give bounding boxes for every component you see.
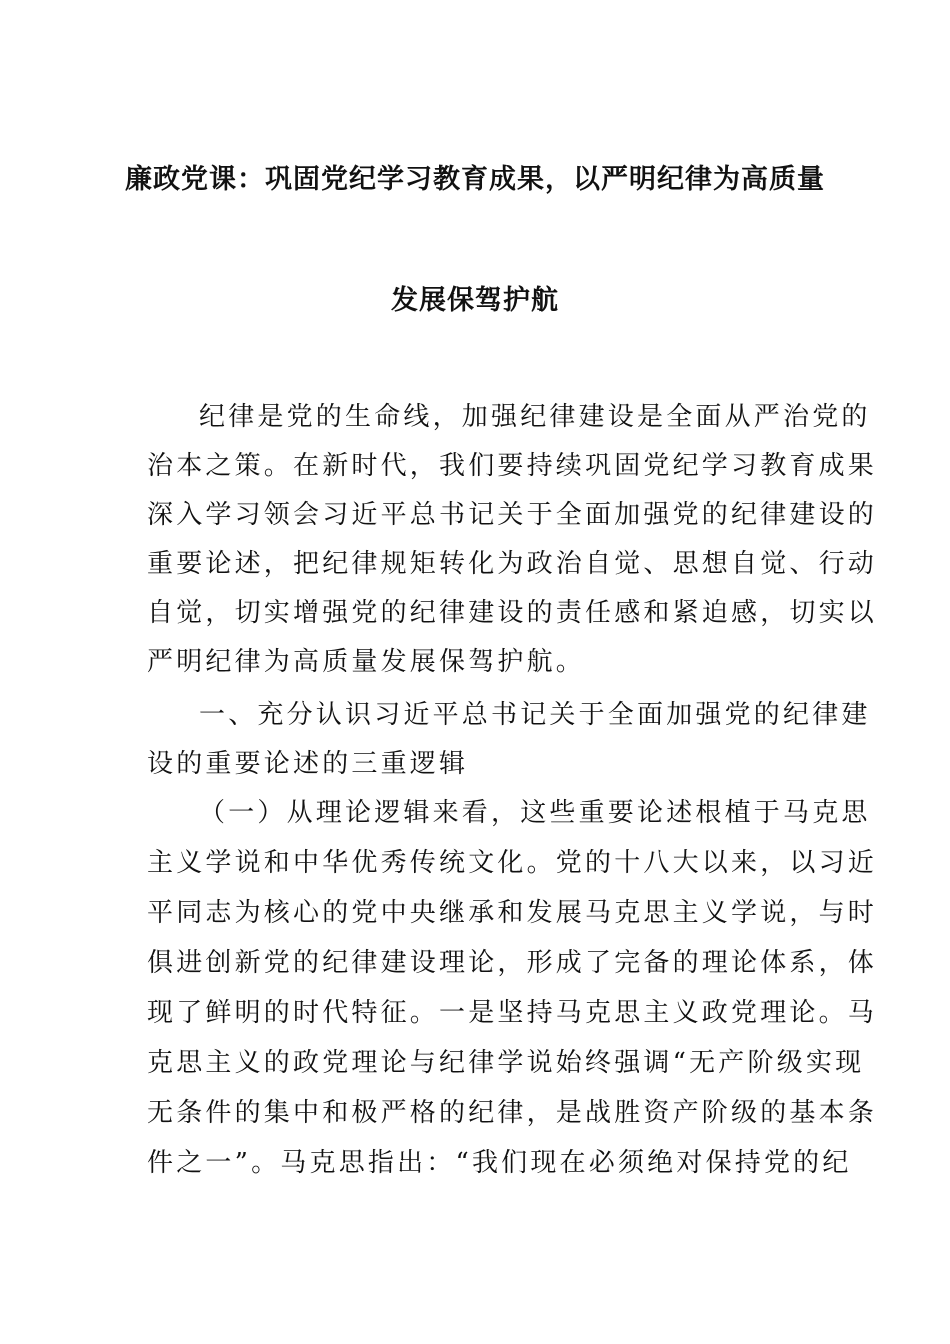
body-text-line: 深入学习领会习近平总书记关于全面加强党的纪律建设的 bbox=[147, 500, 878, 530]
body-text-line: 治本之策。在新时代，我们要持续巩固党纪学习教育成果 bbox=[147, 451, 878, 481]
body-text-line: 俱进创新党的纪律建设理论，形成了完备的理论体系，体 bbox=[147, 948, 878, 978]
body-text-line: 平同志为核心的党中央继承和发展马克思主义学说，与时 bbox=[147, 898, 878, 928]
body-text-line: 自觉，切实增强党的纪律建设的责任感和紧迫感，切实以 bbox=[147, 598, 878, 628]
section-heading-line: 一、充分认识习近平总书记关于全面加强党的纪律建 bbox=[199, 700, 871, 730]
body-text-line: 件之一”。马克思指出：“我们现在必须绝对保持党的纪 bbox=[147, 1148, 852, 1178]
document-title-line-1: 廉政党课：巩固党纪学习教育成果，以严明纪律为高质量 bbox=[125, 164, 825, 195]
body-text-line: 严明纪律为高质量发展保驾护航。 bbox=[147, 647, 586, 677]
section-heading-line: 设的重要论述的三重逻辑 bbox=[147, 749, 469, 779]
body-text-line: 克思主义的政党理论与纪律学说始终强调“无产阶级实现 bbox=[147, 1048, 865, 1078]
document-title-line-2: 发展保驾护航 bbox=[391, 285, 559, 316]
body-text-line: 重要论述，把纪律规矩转化为政治自觉、思想自觉、行动 bbox=[147, 549, 878, 579]
body-text-line: 无条件的集中和极严格的纪律，是战胜资产阶级的基本条 bbox=[147, 1098, 878, 1128]
body-text-line: 主义学说和中华优秀传统文化。党的十八大以来，以习近 bbox=[147, 848, 878, 878]
body-text-line: 纪律是党的生命线，加强纪律建设是全面从严治党的 bbox=[199, 402, 871, 432]
body-text-line: （一）从理论逻辑来看，这些重要论述根植于马克思 bbox=[199, 798, 871, 828]
body-text-line: 现了鲜明的时代特征。一是坚持马克思主义政党理论。马 bbox=[147, 998, 878, 1028]
